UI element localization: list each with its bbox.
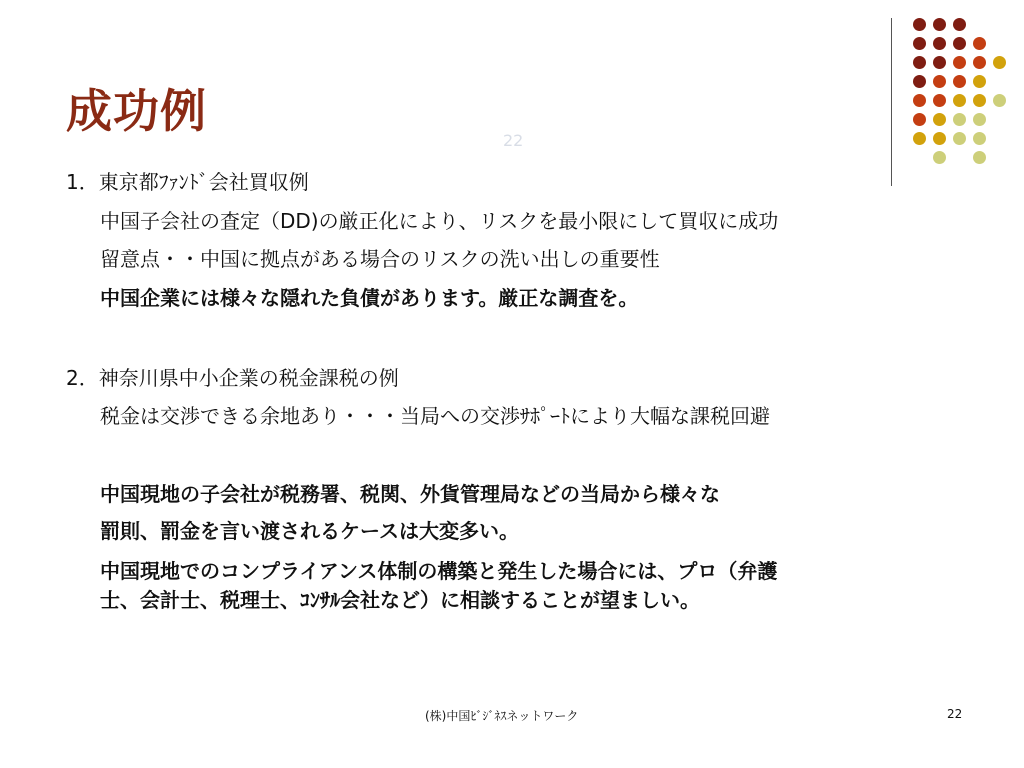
decorative-dot	[973, 94, 986, 107]
slide-title: 成功例	[66, 84, 207, 138]
case-2-detail-1: 税金は交渉できる余地あり・・・当局への交渉ｻﾎﾟｰﾄにより大幅な課税回避	[100, 404, 770, 428]
decorative-dot	[933, 151, 946, 164]
decorative-vertical-divider	[891, 18, 892, 186]
decorative-dot	[933, 75, 946, 88]
case-1-heading: 1．東京都ﾌｧﾝﾄﾞ会社買収例	[66, 170, 309, 194]
decorative-dot	[913, 18, 926, 31]
closing-text-4: 士、会計士、税理士、ｺﾝｻﾙ会社など）に相談することが望ましい。	[100, 588, 700, 612]
decorative-dot	[933, 132, 946, 145]
decorative-dot	[993, 56, 1006, 69]
decorative-dot	[913, 132, 926, 145]
case-1-detail-1: 中国子会社の査定（DD)の厳正化により、リスクを最小限にして買収に成功	[100, 209, 779, 233]
decorative-dot	[973, 113, 986, 126]
decorative-dot	[913, 37, 926, 50]
decorative-dot	[993, 94, 1006, 107]
decorative-dot	[973, 56, 986, 69]
decorative-dot	[953, 18, 966, 31]
decorative-dot	[973, 75, 986, 88]
decorative-dot	[913, 56, 926, 69]
decorative-dot	[953, 56, 966, 69]
closing-text-1: 中国現地の子会社が税務署、税関、外貨管理局などの当局から様々な	[100, 482, 720, 506]
footer-page-number: 22	[947, 707, 963, 721]
closing-text-3: 中国現地でのコンプライアンス体制の構築と発生した場合には、プロ（弁護	[100, 559, 778, 583]
decorative-dot	[933, 37, 946, 50]
decorative-dot	[913, 113, 926, 126]
decorative-dot	[953, 75, 966, 88]
decorative-dot	[953, 132, 966, 145]
case-1-detail-2: 留意点・・中国に拠点がある場合のリスクの洗い出しの重要性	[100, 247, 660, 271]
decorative-dot	[953, 94, 966, 107]
decorative-dot	[933, 18, 946, 31]
case-2-heading: 2．神奈川県中小企業の税金課税の例	[66, 366, 399, 390]
decorative-dot	[933, 113, 946, 126]
decorative-dot	[953, 113, 966, 126]
decorative-dot	[973, 132, 986, 145]
decorative-dot	[933, 94, 946, 107]
decorative-dot	[973, 37, 986, 50]
decorative-dot	[913, 75, 926, 88]
case-1-detail-3: 中国企業には様々な隠れた負債があります。厳正な調査を。	[100, 286, 639, 310]
decorative-dot	[913, 94, 926, 107]
decorative-dot	[973, 151, 986, 164]
closing-text-2: 罰則、罰金を言い渡されるケースは大変多い。	[100, 519, 519, 543]
ghost-page-number: 22	[503, 131, 524, 150]
decorative-dot	[933, 56, 946, 69]
decorative-dot	[953, 37, 966, 50]
footer-company: (株)中国ﾋﾞｼﾞﾈｽネットワーク	[425, 709, 579, 723]
